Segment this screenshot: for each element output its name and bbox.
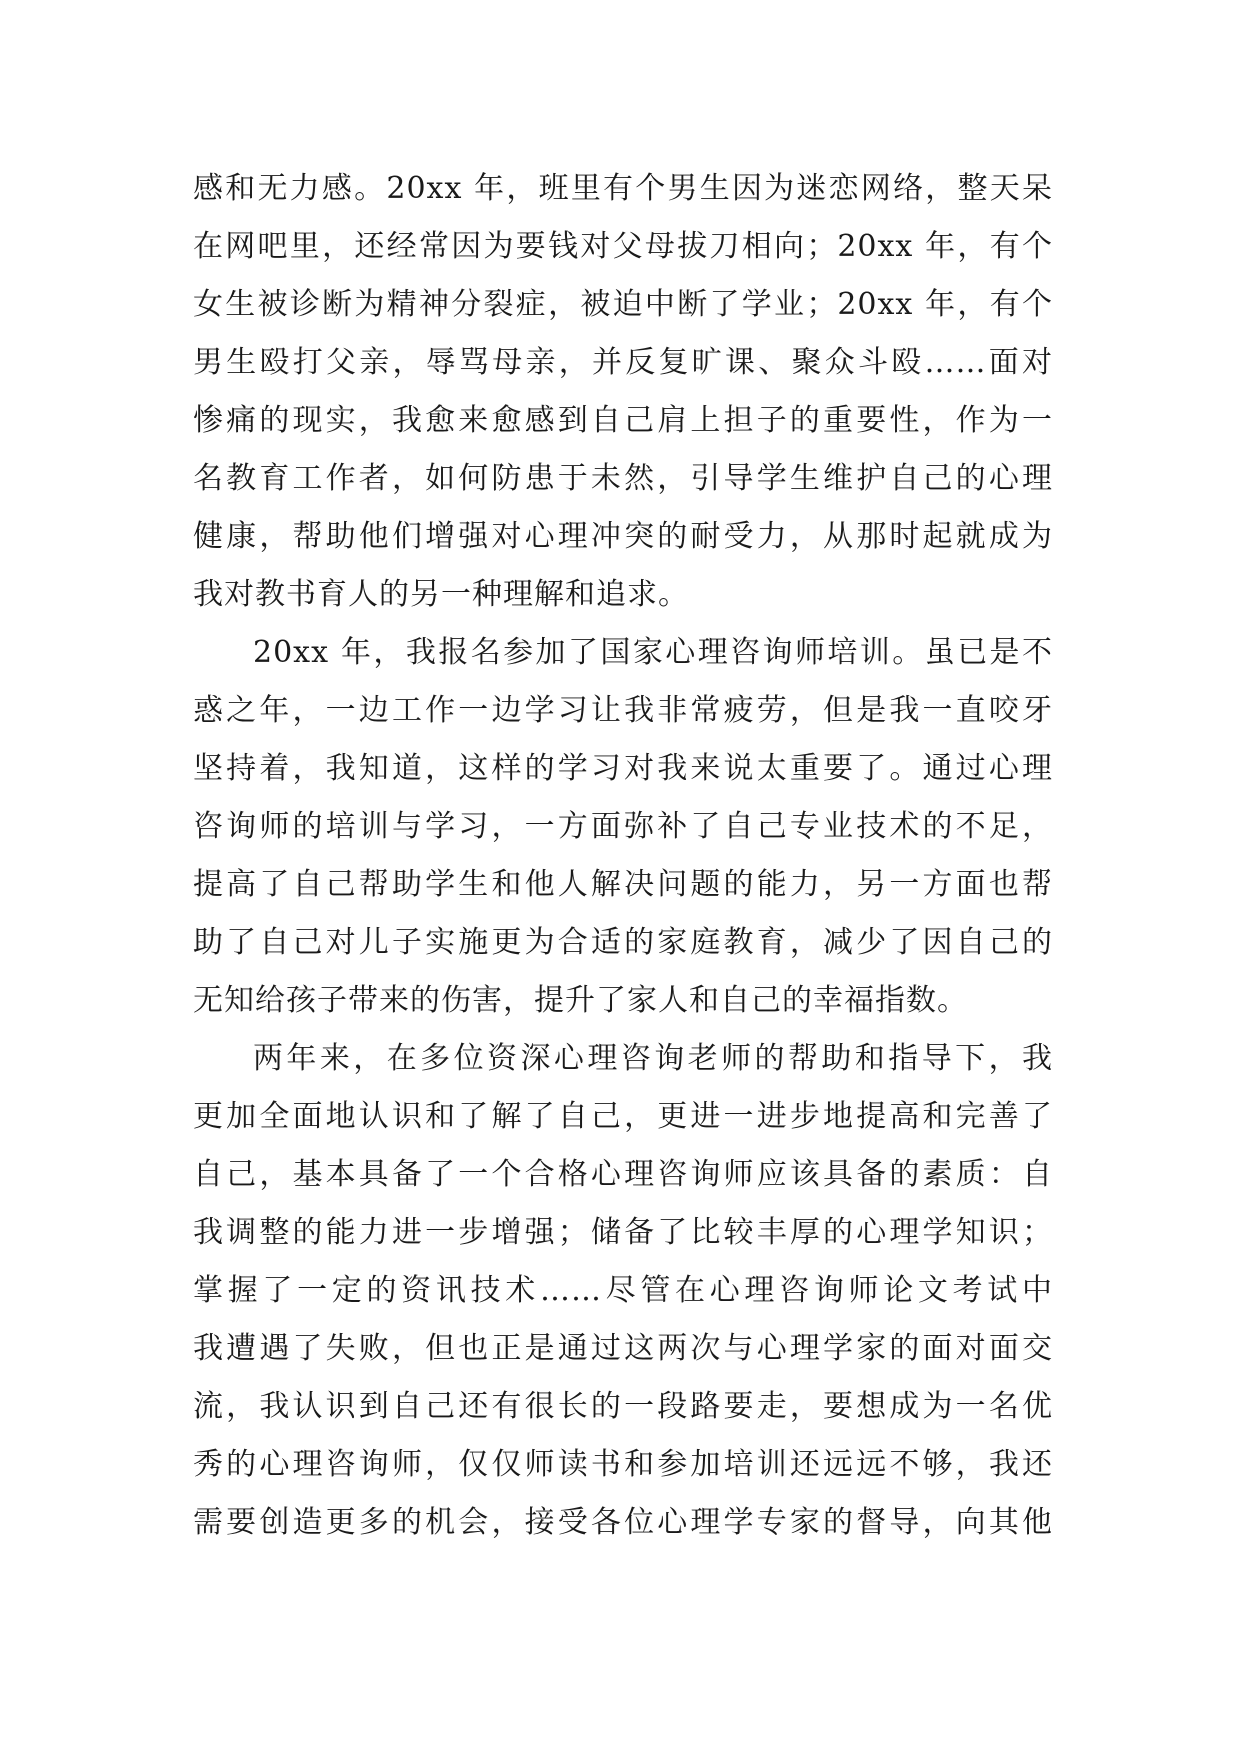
text-line: 惑之年，一边工作一边学习让我非常疲劳，但是我一直咬牙 <box>193 693 1053 728</box>
document-body <box>193 160 1053 1552</box>
text-line: 我遭遇了失败，但也正是通过这两次与心理学家的面对面交 <box>193 1331 1053 1366</box>
paragraph-first-line: 两年来，在多位资深心理咨询老师的帮助和指导下，我 <box>253 1041 1053 1076</box>
text-line: 提高了自己帮助学生和他人解决问题的能力，另一方面也帮 <box>193 867 1053 902</box>
text-line: 我调整的能力进一步增强；储备了比较丰厚的心理学知识； <box>193 1215 1053 1250</box>
text-line: 自己，基本具备了一个合格心理咨询师应该具备的素质：自 <box>193 1157 1053 1192</box>
text-line: 健康，帮助他们增强对心理冲突的耐受力，从那时起就成为 <box>193 519 1053 554</box>
text-line: 更加全面地认识和了解了自己，更进一进步地提高和完善了 <box>193 1099 1053 1134</box>
text-line: 男生殴打父亲，辱骂母亲，并反复旷课、聚众斗殴……面对 <box>193 345 1053 380</box>
text-line: 感和无力感。20xx 年，班里有个男生因为迷恋网络，整天呆 <box>193 171 1053 206</box>
text-line: 秀的心理咨询师，仅仅师读书和参加培训还远远不够，我还 <box>193 1447 1053 1482</box>
text-line: 流，我认识到自己还有很长的一段路要走，要想成为一名优 <box>193 1389 1053 1424</box>
text-line: 名教育工作者，如何防患于未然，引导学生维护自己的心理 <box>193 461 1053 496</box>
text-line: 我对教书育人的另一种理解和追求。 <box>193 577 689 612</box>
text-line: 咨询师的培训与学习，一方面弥补了自己专业技术的不足， <box>193 809 1053 844</box>
text-line: 无知给孩子带来的伤害，提升了家人和自己的幸福指数。 <box>193 983 968 1018</box>
text-line: 掌握了一定的资讯技术……尽管在心理咨询师论文考试中 <box>193 1273 1053 1308</box>
paragraph-first-line: 20xx 年，我报名参加了国家心理咨询师培训。虽已是不 <box>253 635 1053 670</box>
text-line: 坚持着，我知道，这样的学习对我来说太重要了。通过心理 <box>193 751 1053 786</box>
text-line: 需要创造更多的机会，接受各位心理学专家的督导，向其他 <box>193 1505 1053 1540</box>
text-line: 在网吧里，还经常因为要钱对父母拔刀相向；20xx 年，有个 <box>193 229 1053 264</box>
text-line: 助了自己对儿子实施更为合适的家庭教育，减少了因自己的 <box>193 925 1053 960</box>
text-line: 女生被诊断为精神分裂症，被迫中断了学业；20xx 年，有个 <box>193 287 1053 322</box>
text-line: 惨痛的现实，我愈来愈感到自己肩上担子的重要性，作为一 <box>193 403 1053 438</box>
